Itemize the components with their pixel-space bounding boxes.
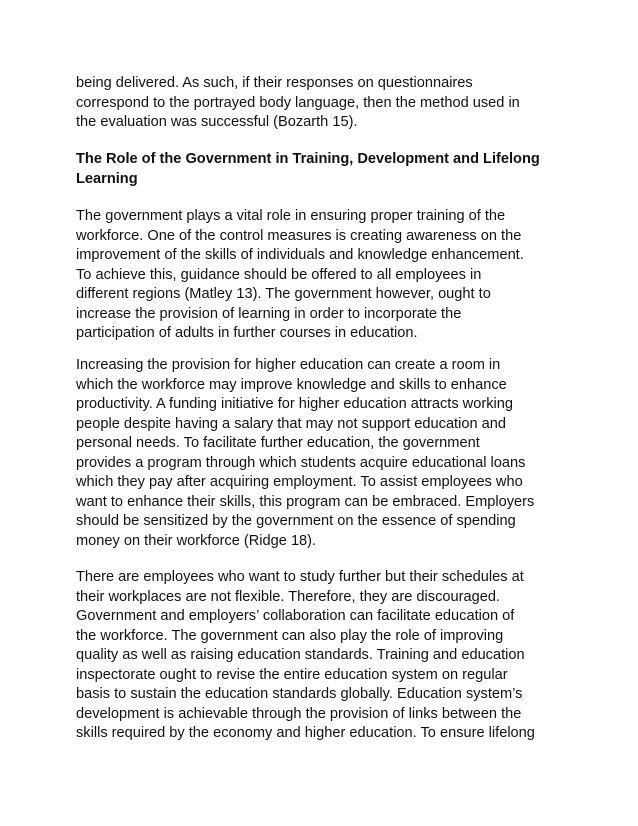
text-line: want to enhance their skills, this program can be embraced. Employers — [76, 493, 535, 510]
text-line: different regions (Matley 13). The government however, ought to — [76, 286, 491, 302]
text-line: correspond to the portrayed body language, then the method used in — [76, 94, 520, 111]
section-heading — [76, 150, 576, 189]
text-line: the workforce. The government can also play the role of improving — [76, 627, 504, 644]
text-line: improvement of the skills of individuals and knowledge enhancement. — [76, 247, 524, 263]
text-line: their workplaces are not flexible. Therefore, they are discouraged. — [76, 588, 500, 605]
paragraph-continuation — [76, 74, 576, 133]
text-line: workforce. One of the control measures is creating awareness on the — [76, 227, 522, 244]
text-line: which the workforce may improve knowledge and skills to enhance — [76, 376, 507, 393]
heading-line: The Role of the Government in Training, Development and Lifelong — [76, 151, 540, 167]
text-line: which they pay after acquiring employment. To assist employees who — [76, 474, 523, 490]
text-line: There are employees who want to study further but their schedules at — [76, 569, 524, 585]
text-line: inspectorate ought to revise the entire education system on regular — [76, 666, 508, 683]
text-line: Government and employers’ collaboration can facilitate education of — [76, 608, 515, 624]
text-line: personal needs. To facilitate further education, the government — [76, 435, 480, 451]
text-line: development is achievable through the provision of links between the — [76, 705, 522, 722]
paragraph — [76, 356, 576, 551]
text-line: being delivered. As such, if their responses on questionnaires — [76, 75, 473, 91]
text-line: should be sensitized by the government on the essence of spending — [76, 513, 516, 529]
heading-line: Learning — [76, 170, 138, 187]
text-line: money on their workforce (Ridge 18). — [76, 532, 317, 549]
text-line: quality as well as raising education standards. Training and education — [76, 647, 525, 663]
text-line: To achieve this, guidance should be offered to all employees in — [76, 266, 482, 283]
text-line: skills required by the economy and higher education. To ensure lifelong — [76, 725, 535, 741]
text-line: basis to sustain the education standards globally. Education system’s — [76, 686, 523, 702]
text-line: The government plays a vital role in ensuring proper training of the — [76, 208, 506, 224]
paragraph — [76, 207, 576, 344]
text-line: productivity. A funding initiative for higher education attracts working — [76, 396, 513, 412]
text-line: participation of adults in further courses in education. — [76, 325, 418, 341]
text-line: people despite having a salary that may not support education and — [76, 415, 506, 432]
text-line: provides a program through which students acquire educational loans — [76, 454, 526, 471]
text-line: increase the provision of learning in order to incorporate the — [76, 305, 462, 322]
text-line: Increasing the provision for higher education can create a room in — [76, 357, 501, 373]
paragraph — [76, 568, 576, 744]
text-line: the evaluation was successful (Bozarth 15). — [76, 114, 358, 130]
